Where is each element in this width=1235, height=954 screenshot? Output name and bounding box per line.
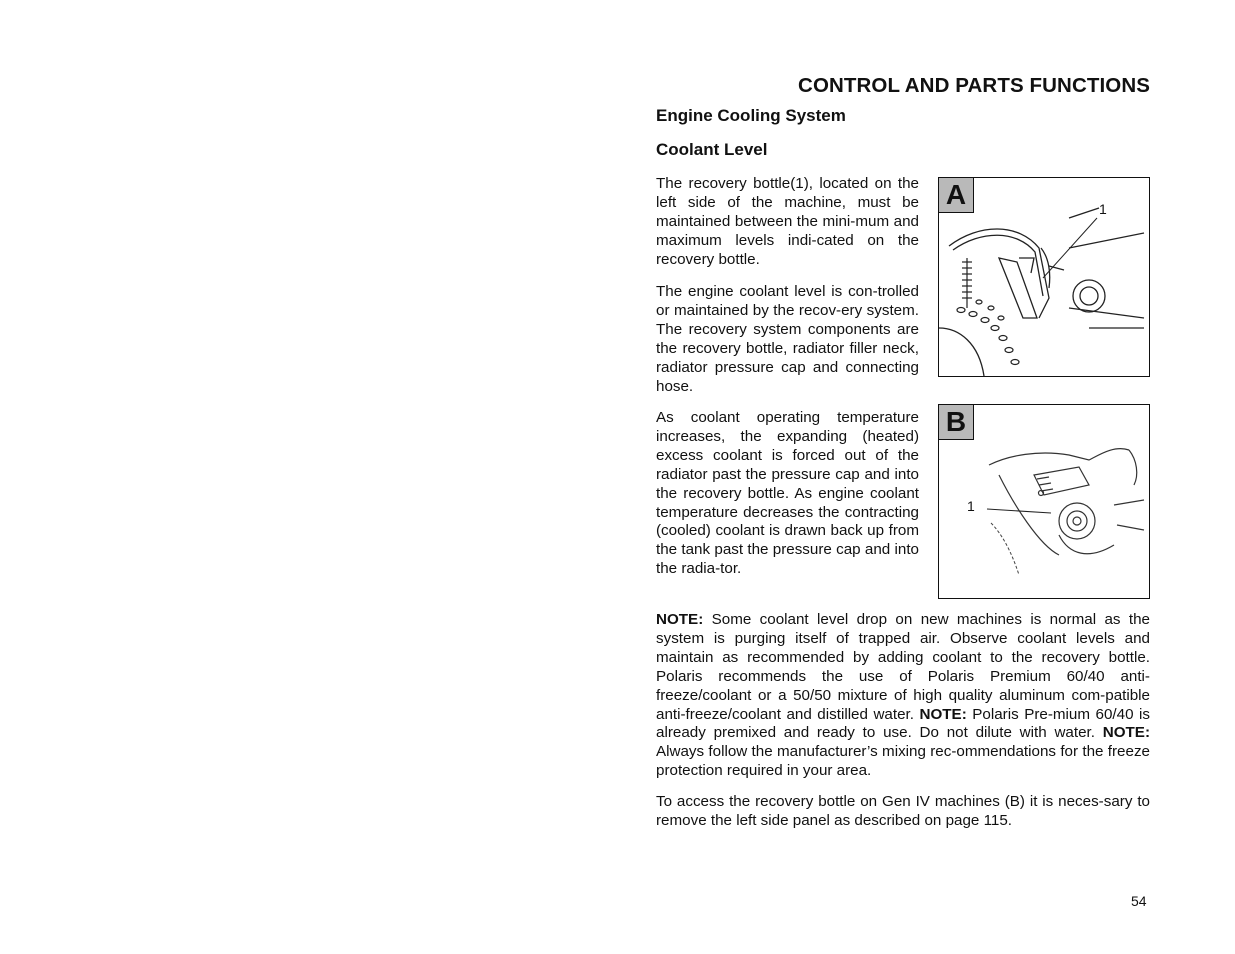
figure-b-letter: B [939,405,974,440]
subheading-coolant-level: Coolant Level [656,140,768,159]
paragraph-coolant-operation: As coolant operating temperature increases, the expanding (heated) excess coolant is forced out of the radiator past the pressure cap and into the recovery bottle. As engine coolant temperature decreases the contracting (cooled) coolant is drawn back up from the tank past the pressure cap and into the radia-tor. [656,409,919,578]
note-text: Always follow the manufacturer’s mixing rec-ommendations for the freeze protection required in your area. [656,743,1150,780]
note-text: Some coolant level drop on new machines is normal as the system is purging itself of trapped air. Observe coolant levels and maintain as recommended by adding coolant to the recovery bottle. Polaris recommends the use of Polaris Premium 60/40 anti-freeze/coolant or a 50/50 mixture of high quality aluminum com-patible anti-freeze/coolant and distilled water. [656,611,1150,723]
note-paragraph [656,611,1150,781]
heading-engine-cooling: Engine Cooling System [656,106,846,125]
section-title: CONTROL AND PARTS FUNCTIONS [798,74,1150,97]
note-label: NOTE: [919,705,967,723]
note-label: NOTE: [656,611,704,628]
figure-b-callout: 1 [967,498,975,514]
figure-b [938,404,1150,599]
figure-a [938,177,1150,377]
figure-a-letter: A [939,178,974,213]
paragraph-recovery-system: The engine coolant level is con-trolled or maintained by the recov-ery system. The recovery system components are the recovery bottle, radiator filler neck, radiator pressure cap and connecting hose. [656,283,919,395]
figure-a-callout: 1 [1099,201,1107,217]
paragraph-recovery-bottle: The recovery bottle(1), located on the left side of the machine, must be maintained between the mini-mum and maximum levels indi-cated on the recovery bottle. [656,175,919,268]
paragraph-access-bottle: To access the recovery bottle on Gen IV machines (B) it is neces-sary to remove the left side panel as described on page 115. [656,793,1150,829]
note-label: NOTE: [1102,724,1150,742]
page-number: 54 [1131,893,1147,909]
note-text: Polaris Pre-mium 60/40 is already premixed and ready to use. Do not dilute with water. [656,705,1150,742]
